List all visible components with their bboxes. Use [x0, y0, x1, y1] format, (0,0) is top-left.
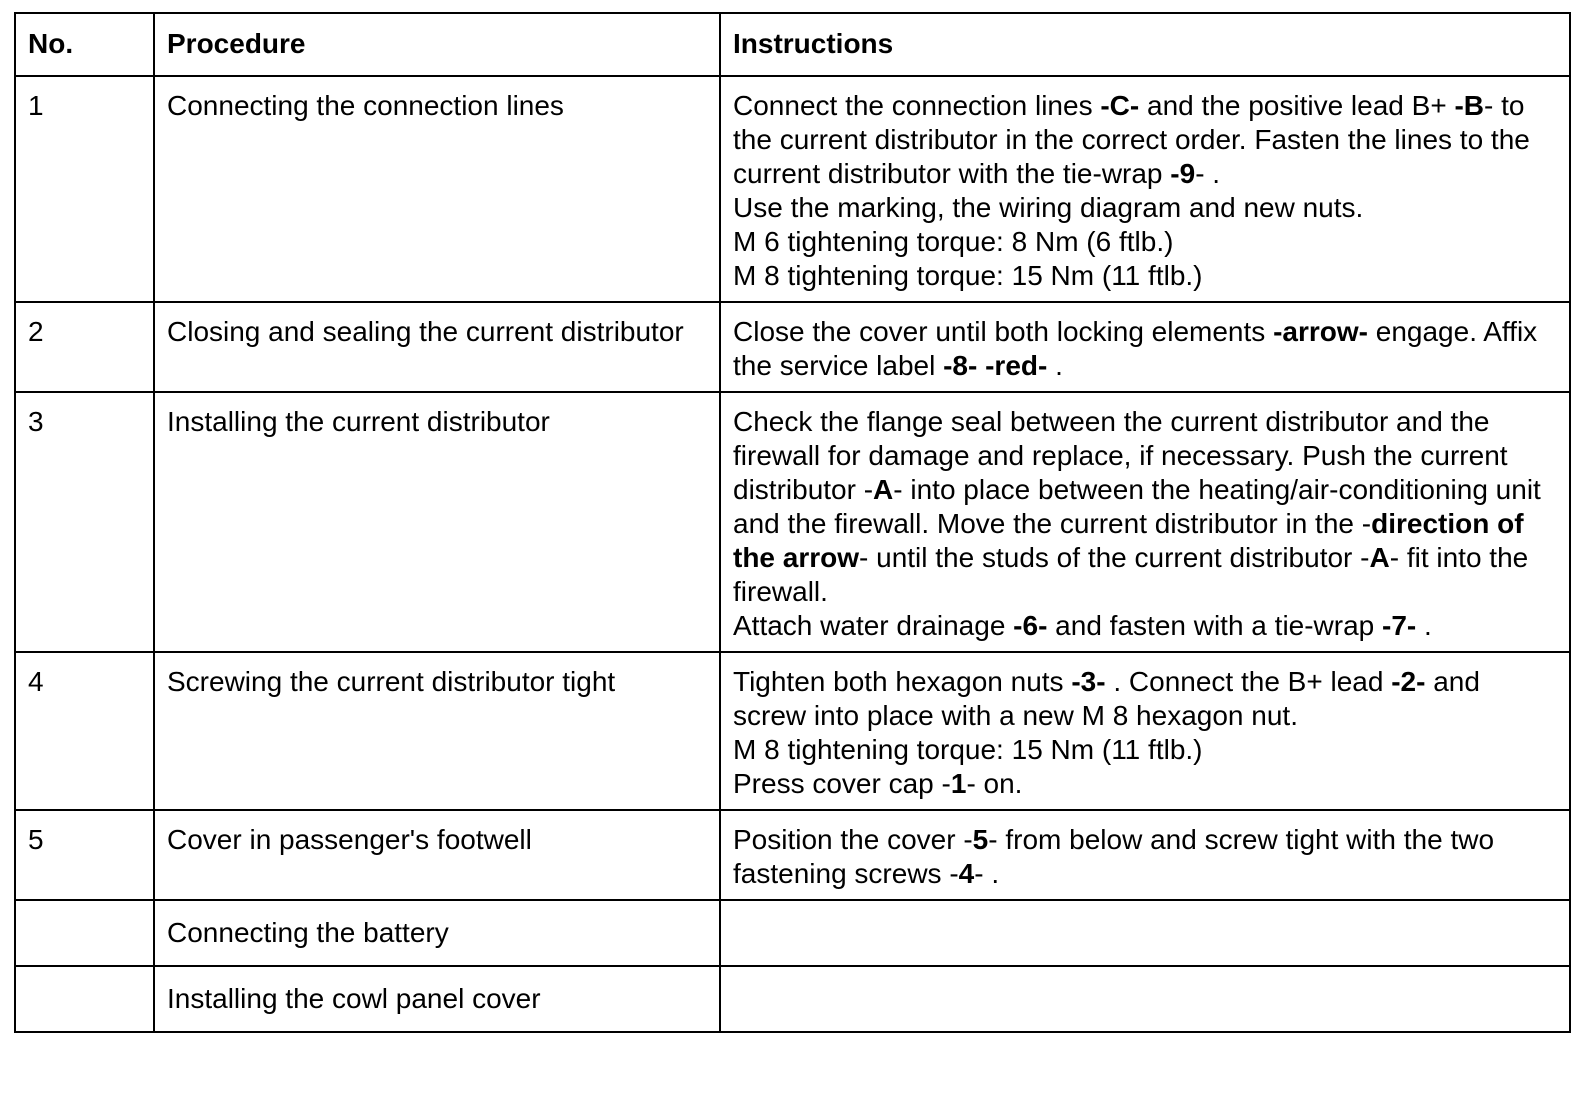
- table-row: [15, 652, 1570, 810]
- instruction-text: M 6 tightening torque: 8 Nm (6 ftlb.): [733, 226, 1174, 257]
- instruction-text: Connect the connection lines: [733, 90, 1101, 121]
- table-body: [15, 76, 1570, 1032]
- table-row: [15, 392, 1570, 652]
- step-number: 2: [15, 302, 154, 392]
- instruction-callout: 4: [958, 858, 975, 889]
- step-number: [15, 966, 154, 1032]
- instructions-cell: [720, 652, 1570, 810]
- instruction-line: [733, 225, 1559, 259]
- instruction-callout: 5: [972, 824, 989, 855]
- table-row: [15, 810, 1570, 900]
- instruction-callout: -B: [1454, 90, 1484, 121]
- instruction-text: and screw into place with a new M 8 hexagon nut.: [733, 666, 1480, 731]
- instructions-cell: [720, 900, 1570, 966]
- table-row: [15, 900, 1570, 966]
- procedure-table: [14, 12, 1571, 1033]
- procedure-cell: Closing and sealing the current distributor: [154, 302, 720, 392]
- instruction-text: - .: [1195, 158, 1221, 189]
- instruction-callout: 1: [950, 768, 967, 799]
- instruction-text: and the positive lead B+: [1139, 90, 1455, 121]
- instruction-text: Position the cover -: [733, 824, 973, 855]
- step-number: [15, 900, 154, 966]
- procedure-cell: Connecting the connection lines: [154, 76, 720, 302]
- instruction-text: .: [1416, 610, 1432, 641]
- instruction-line: [733, 89, 1559, 191]
- instruction-text: . Connect the B+ lead: [1105, 666, 1392, 697]
- instruction-text: and fasten with a tie-wrap: [1047, 610, 1383, 641]
- instruction-callout: -2-: [1391, 666, 1426, 697]
- procedure-cell: Screwing the current distributor tight: [154, 652, 720, 810]
- instruction-text: Press cover cap -: [733, 768, 951, 799]
- instruction-text: Close the cover until both locking elements: [733, 316, 1274, 347]
- step-number: 3: [15, 392, 154, 652]
- instruction-callout: -C-: [1100, 90, 1140, 121]
- instruction-text: Attach water drainage: [733, 610, 1014, 641]
- instruction-callout: -arrow-: [1273, 316, 1368, 347]
- instruction-text: - from below and screw tight with the two fastening screws -: [733, 824, 1495, 889]
- instruction-callout: -8- -red-: [943, 350, 1048, 381]
- instruction-line: [733, 259, 1559, 293]
- table-row: [15, 76, 1570, 302]
- instructions-cell: [720, 392, 1570, 652]
- instruction-line: [733, 405, 1559, 609]
- instructions-cell: [720, 76, 1570, 302]
- instruction-line: [733, 191, 1559, 225]
- instruction-text: Tighten both hexagon nuts: [733, 666, 1072, 697]
- table-row: [15, 966, 1570, 1032]
- instruction-text: - until the studs of the current distributor -: [859, 542, 1370, 573]
- instruction-callout: -7-: [1382, 610, 1417, 641]
- instruction-line: [733, 315, 1559, 383]
- instruction-line: [733, 609, 1559, 643]
- column-header-instructions: Instructions: [720, 13, 1570, 76]
- procedure-cell: Installing the cowl panel cover: [154, 966, 720, 1032]
- instruction-line: [733, 823, 1559, 891]
- column-header-procedure: Procedure: [154, 13, 720, 76]
- table-row: [15, 302, 1570, 392]
- instruction-text: M 8 tightening torque: 15 Nm (11 ftlb.): [733, 734, 1203, 765]
- instruction-line: [733, 767, 1559, 801]
- instruction-callout: A: [1369, 542, 1390, 573]
- instruction-text: - into place between the heating/air-conditioning unit and the firewall. Move the current distributor in the -: [733, 474, 1541, 539]
- procedure-cell: Cover in passenger's footwell: [154, 810, 720, 900]
- step-number: 1: [15, 76, 154, 302]
- procedure-cell: Connecting the battery: [154, 900, 720, 966]
- instructions-cell: [720, 302, 1570, 392]
- instruction-callout: -6-: [1013, 610, 1048, 641]
- procedure-cell: Installing the current distributor: [154, 392, 720, 652]
- instruction-callout: -9: [1170, 158, 1196, 189]
- instruction-text: engage. Affix the service label: [733, 316, 1538, 381]
- instruction-callout: direction of the arrow: [733, 508, 1524, 573]
- instruction-callout: A: [873, 474, 894, 505]
- instructions-cell: [720, 966, 1570, 1032]
- instruction-text: .: [1047, 350, 1063, 381]
- step-number: 4: [15, 652, 154, 810]
- instruction-callout: -3-: [1071, 666, 1106, 697]
- instruction-text: - to the current distributor in the correct order. Fasten the lines to the current distributor with the tie-wrap: [733, 90, 1530, 189]
- step-number: 5: [15, 810, 154, 900]
- instruction-text: - fit into the firewall.: [733, 542, 1529, 607]
- instruction-text: Use the marking, the wiring diagram and new nuts.: [733, 192, 1364, 223]
- column-header-no: No.: [15, 13, 154, 76]
- table-header-row: [15, 13, 1570, 76]
- instruction-text: - on.: [966, 768, 1023, 799]
- instructions-cell: [720, 810, 1570, 900]
- instruction-text: - .: [974, 858, 1000, 889]
- instruction-line: [733, 665, 1559, 733]
- instruction-text: M 8 tightening torque: 15 Nm (11 ftlb.): [733, 260, 1203, 291]
- instruction-line: [733, 733, 1559, 767]
- instruction-text: Check the flange seal between the current distributor and the firewall for damage and replace, if necessary. Push the current distributor -: [733, 406, 1508, 505]
